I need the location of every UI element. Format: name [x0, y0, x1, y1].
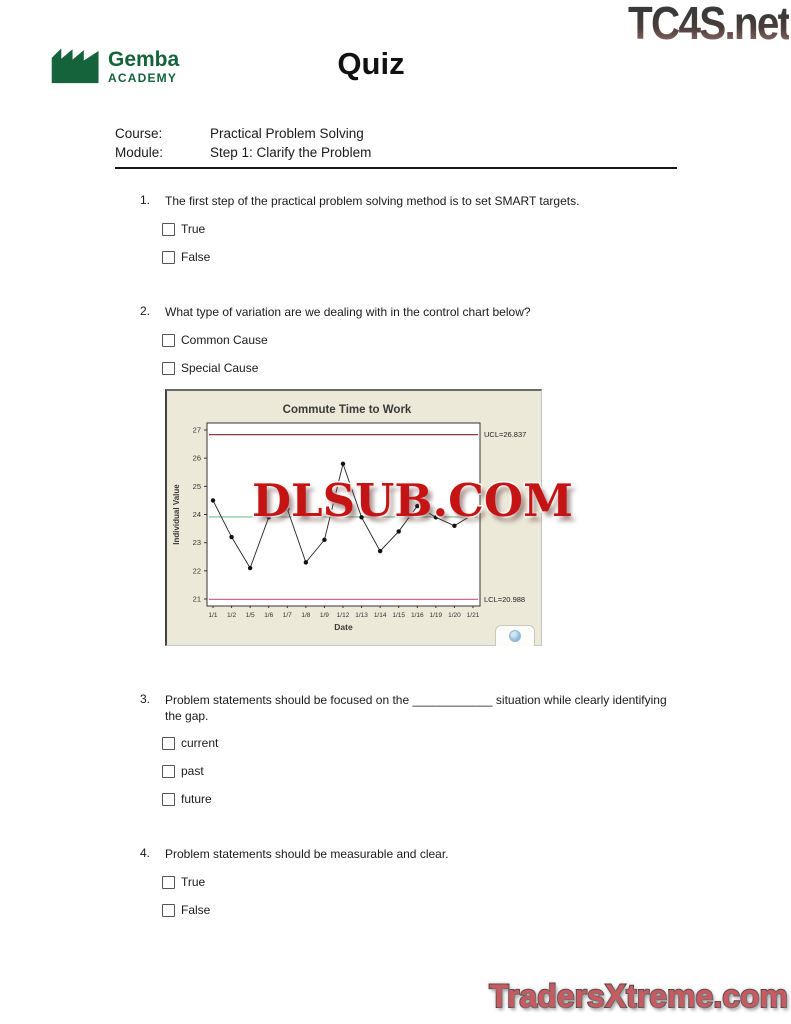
- question-4-option-false: [162, 903, 210, 917]
- logo-name: Gemba: [108, 48, 180, 71]
- option-label: False: [181, 250, 211, 264]
- svg-text:1/2: 1/2: [227, 612, 237, 619]
- checkbox[interactable]: [162, 737, 175, 750]
- question-4-option-true: [162, 875, 205, 889]
- option-label: Common Cause: [181, 333, 268, 347]
- svg-text:1/21: 1/21: [466, 612, 480, 619]
- question-3: [140, 692, 670, 806]
- option-label: False: [181, 903, 211, 917]
- question-3-number: 3.: [140, 692, 151, 706]
- question-2: [140, 304, 670, 375]
- question-2-text: What type of variation are we dealing with in the control chart below?: [165, 305, 531, 319]
- question-2-option-common-cause: [162, 333, 268, 347]
- option-label: future: [181, 792, 212, 806]
- option-label: past: [181, 764, 204, 778]
- svg-text:Individual Value: Individual Value: [172, 484, 181, 545]
- checkbox[interactable]: [162, 223, 175, 236]
- svg-text:1/9: 1/9: [319, 612, 329, 619]
- question-4-text: Problem statements should be measurable and clear.: [165, 847, 449, 861]
- svg-text:22: 22: [192, 566, 201, 576]
- tc4s-watermark: TC4S.net: [627, 0, 789, 49]
- checkbox[interactable]: [162, 251, 175, 264]
- svg-text:27: 27: [192, 425, 201, 435]
- question-1: [140, 193, 670, 264]
- factory-icon: [50, 44, 102, 89]
- question-2-number: 2.: [140, 304, 151, 318]
- question-3-option-future: [162, 792, 212, 806]
- checkbox[interactable]: [162, 904, 175, 917]
- checkbox[interactable]: [162, 793, 175, 806]
- checkbox[interactable]: [162, 334, 175, 347]
- course-label: Course:: [115, 126, 163, 141]
- checkbox[interactable]: [162, 362, 175, 375]
- question-3-text: Problem statements should be focused on the ____________ situation while clearly identifying the gap.: [165, 693, 667, 723]
- course-module-header: [115, 124, 677, 169]
- question-3-option-current: [162, 736, 218, 750]
- magnifier-icon: [509, 630, 521, 642]
- svg-text:1/13: 1/13: [355, 612, 368, 619]
- option-label: True: [181, 222, 206, 236]
- checkbox[interactable]: [162, 765, 175, 778]
- course-value: Practical Problem Solving: [210, 126, 364, 141]
- svg-text:25: 25: [192, 481, 201, 491]
- question-1-option-false: [162, 250, 210, 264]
- checkbox[interactable]: [162, 876, 175, 889]
- svg-text:1/8: 1/8: [301, 612, 311, 619]
- svg-text:1/20: 1/20: [448, 612, 461, 619]
- question-4-number: 4.: [140, 846, 151, 860]
- svg-text:1/19: 1/19: [429, 612, 443, 619]
- question-3-option-past: [162, 764, 204, 778]
- svg-text:1/1: 1/1: [208, 612, 218, 619]
- page-title: Quiz: [337, 46, 405, 81]
- svg-text:23: 23: [192, 538, 201, 548]
- svg-text:1/5: 1/5: [245, 612, 255, 619]
- module-value: Step 1: Clarify the Problem: [210, 145, 372, 160]
- option-label: Special Cause: [181, 361, 259, 375]
- magnifier-button[interactable]: [495, 625, 535, 646]
- question-1-number: 1.: [140, 193, 151, 207]
- module-label: Module:: [115, 145, 164, 160]
- gemba-academy-logo: [50, 44, 179, 89]
- option-label: current: [181, 736, 219, 750]
- question-1-option-true: [162, 222, 205, 236]
- question-2-option-special-cause: [162, 361, 258, 375]
- svg-text:26: 26: [192, 453, 201, 463]
- svg-text:24: 24: [192, 510, 201, 519]
- svg-text:Commute Time to Work: Commute Time to Work: [282, 404, 412, 416]
- svg-text:1/16: 1/16: [410, 612, 424, 619]
- svg-text:1/6: 1/6: [264, 612, 274, 619]
- svg-text:1/15: 1/15: [392, 612, 406, 619]
- svg-text:21: 21: [192, 594, 201, 604]
- svg-text:1/14: 1/14: [373, 612, 387, 619]
- question-4: [140, 846, 670, 917]
- logo-subname: ACADEMY: [108, 71, 178, 85]
- svg-text:Date: Date: [334, 622, 353, 632]
- tradersxtreme-watermark: TradersXtreme.com: [489, 978, 788, 1014]
- svg-text:LCL=20.988: LCL=20.988: [484, 594, 526, 604]
- svg-text:1/12: 1/12: [336, 612, 350, 619]
- question-1-text: The first step of the practical problem solving method is to set SMART targets.: [165, 194, 580, 208]
- svg-text:UCL=26.837: UCL=26.837: [484, 430, 527, 440]
- option-label: True: [181, 875, 206, 889]
- svg-text:1/7: 1/7: [282, 612, 292, 619]
- dlsub-watermark: DLSUB.COM: [252, 474, 573, 527]
